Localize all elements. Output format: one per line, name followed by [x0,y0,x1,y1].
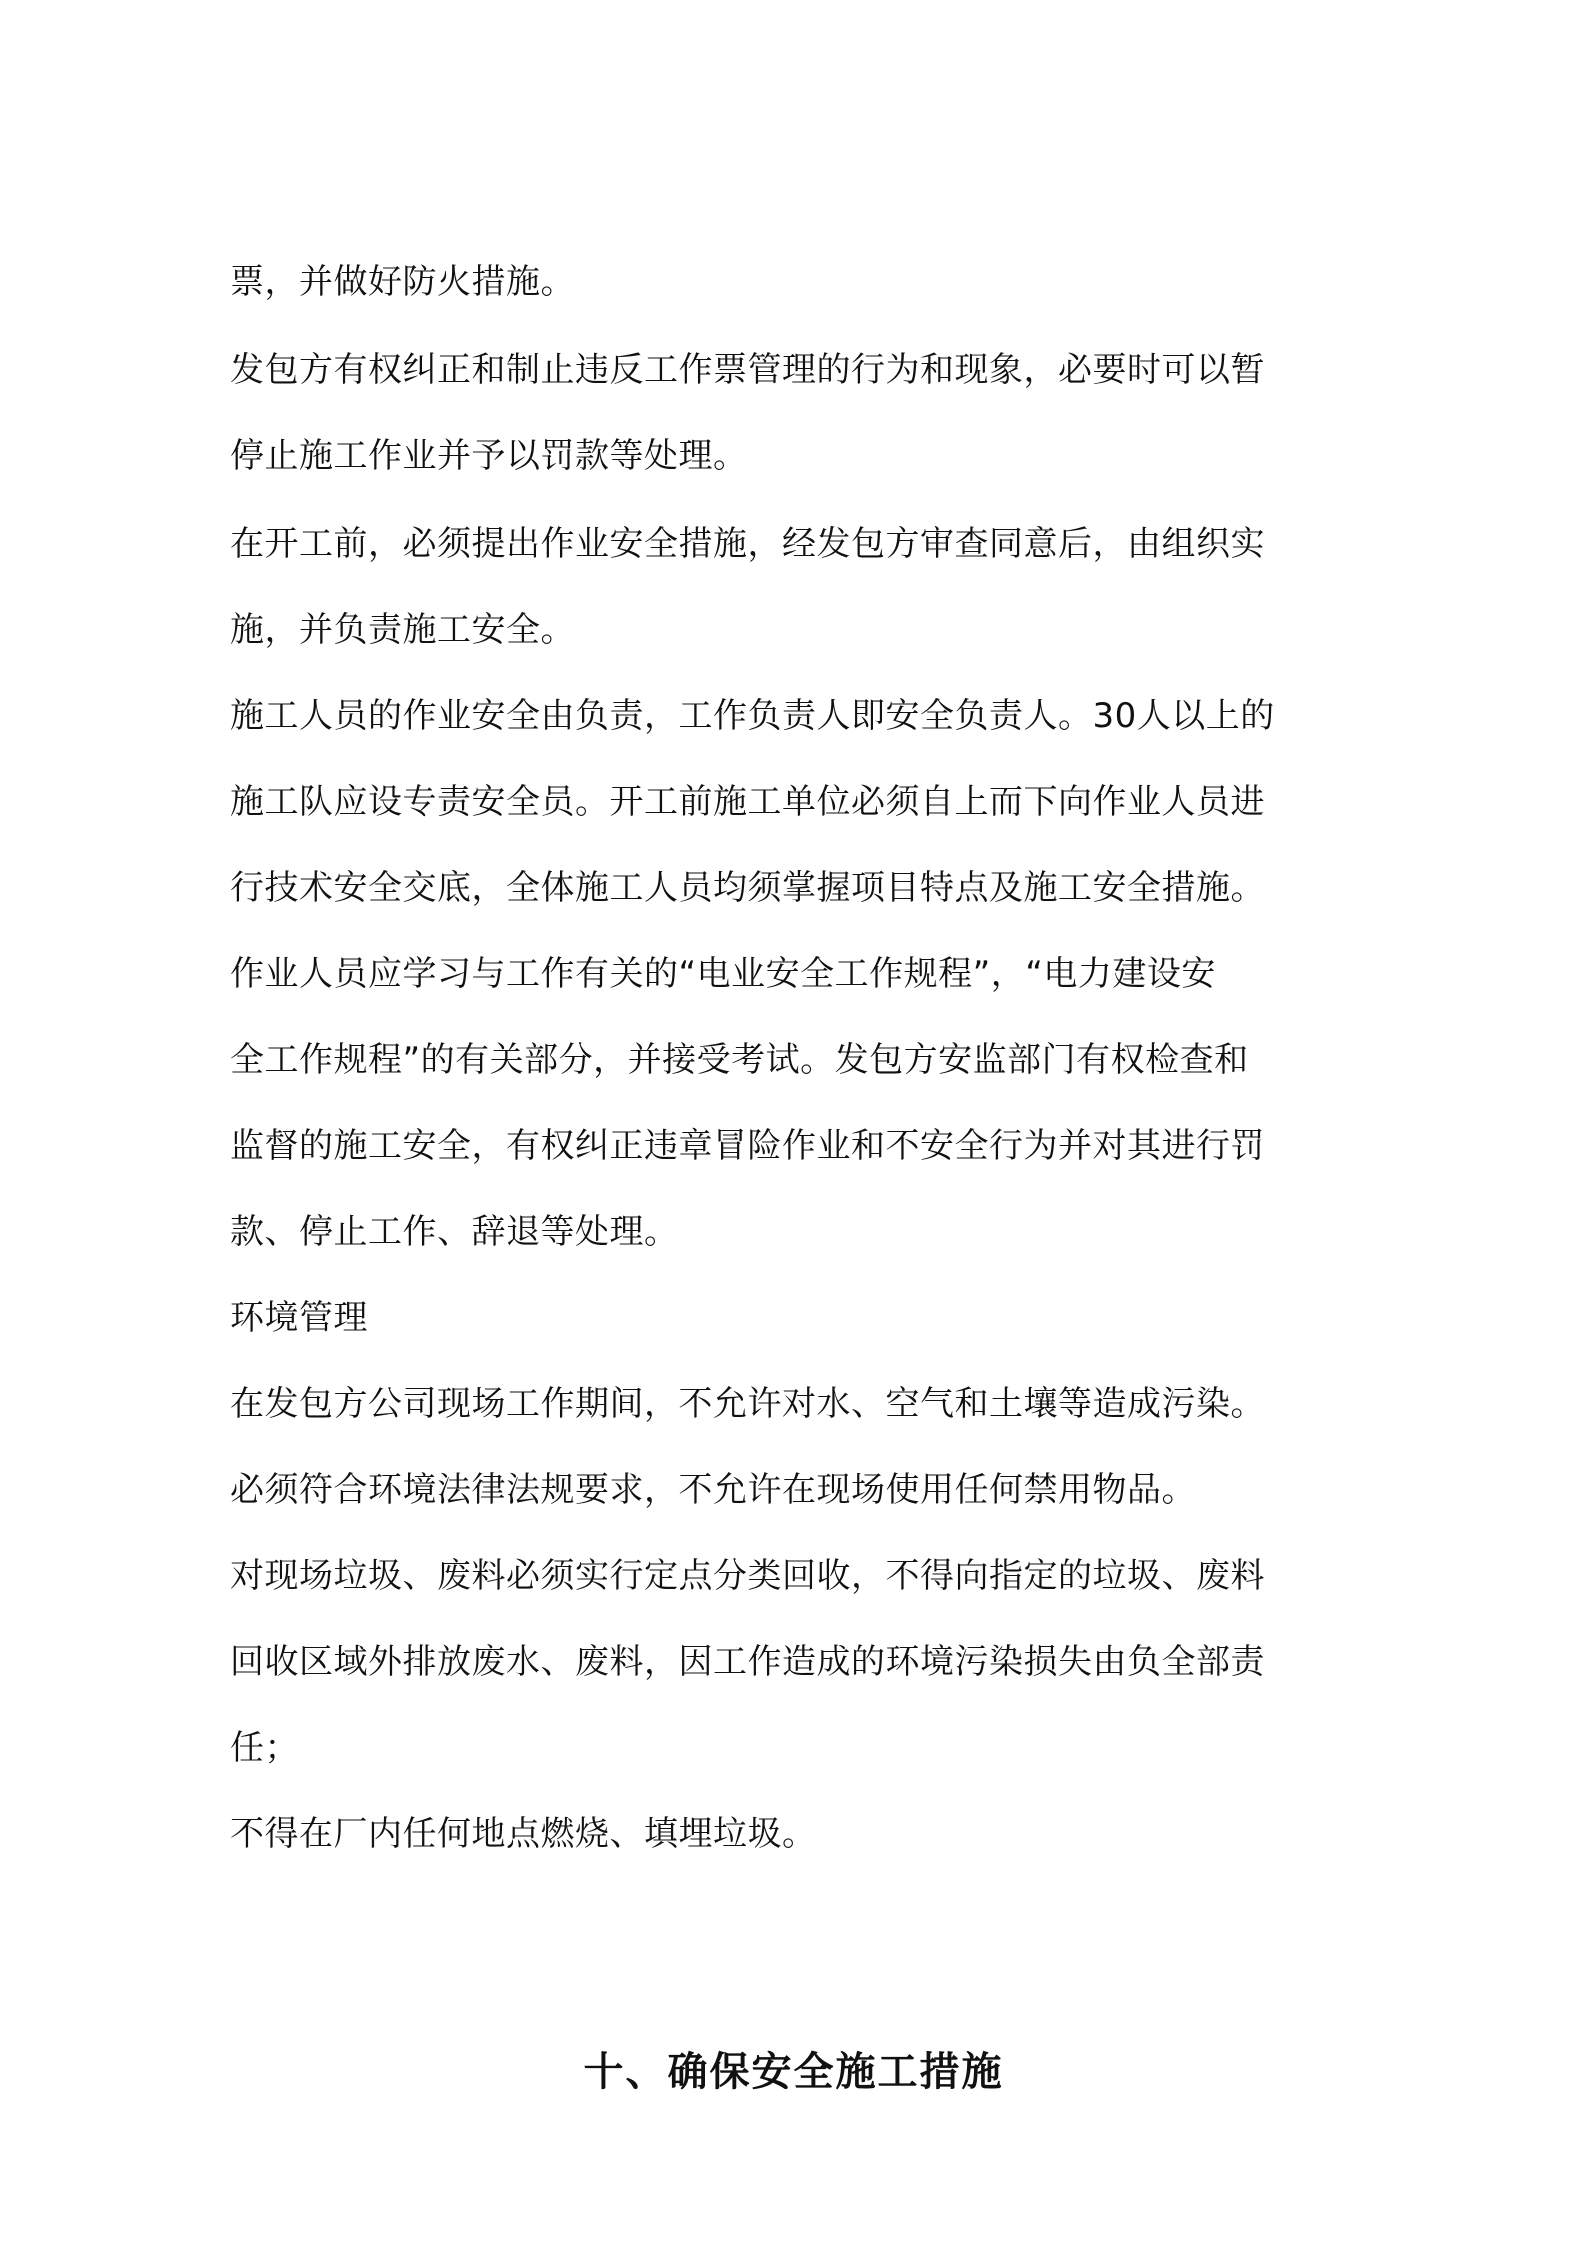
paragraph-line: 票，并做好防火措施。 [230,262,575,302]
paragraph-line: 款、停止工作、辞退等处理。 [230,1212,679,1252]
paragraph-line: 在开工前，必须提出作业安全措施，经发包方审查同意后，由组织实 [230,524,1265,564]
section-heading: 十、确保安全施工措施 [583,2049,1004,2095]
paragraph-line: 在发包方公司现场工作期间，不允许对水、空气和土壤等造成污染。 [230,1384,1265,1424]
paragraph-line: 作业人员应学习与工作有关的“电业安全工作规程”，“电力建设安 [230,954,1216,994]
paragraph-line: 必须符合环境法律法规要求，不允许在现场使用任何禁用物品。 [230,1470,1196,1510]
paragraph-line: 全工作规程”的有关部分，并接受考试。发包方安监部门有权检查和 [230,1040,1249,1080]
paragraph-line: 施，并负责施工安全。 [230,610,575,650]
subsection-title: 环境管理 [230,1298,368,1338]
paragraph-line: 行技术安全交底，全体施工人员均须掌握项目特点及施工安全措施。 [230,868,1265,908]
paragraph-line: 不得在厂内任何地点燃烧、填埋垃圾。 [230,1814,817,1854]
paragraph-line: 监督的施工安全，有权纠正违章冒险作业和不安全行为并对其进行罚 [230,1126,1265,1166]
paragraph-line: 施工队应设专责安全员。开工前施工单位必须自上而下向作业人员进 [230,782,1265,822]
paragraph-line: 对现场垃圾、废料必须实行定点分类回收，不得向指定的垃圾、废料 [230,1556,1265,1596]
paragraph-line: 发包方有权纠正和制止违反工作票管理的行为和现象，必要时可以暂 [230,350,1265,390]
paragraph-line: 任； [230,1728,299,1768]
paragraph-line: 施工人员的作业安全由负责，工作负责人即安全负责人。30人以上的 [230,696,1275,736]
paragraph-line: 停止施工作业并予以罚款等处理。 [230,436,748,476]
paragraph-line: 回收区域外排放废水、废料，因工作造成的环境污染损失由负全部责 [230,1642,1265,1682]
